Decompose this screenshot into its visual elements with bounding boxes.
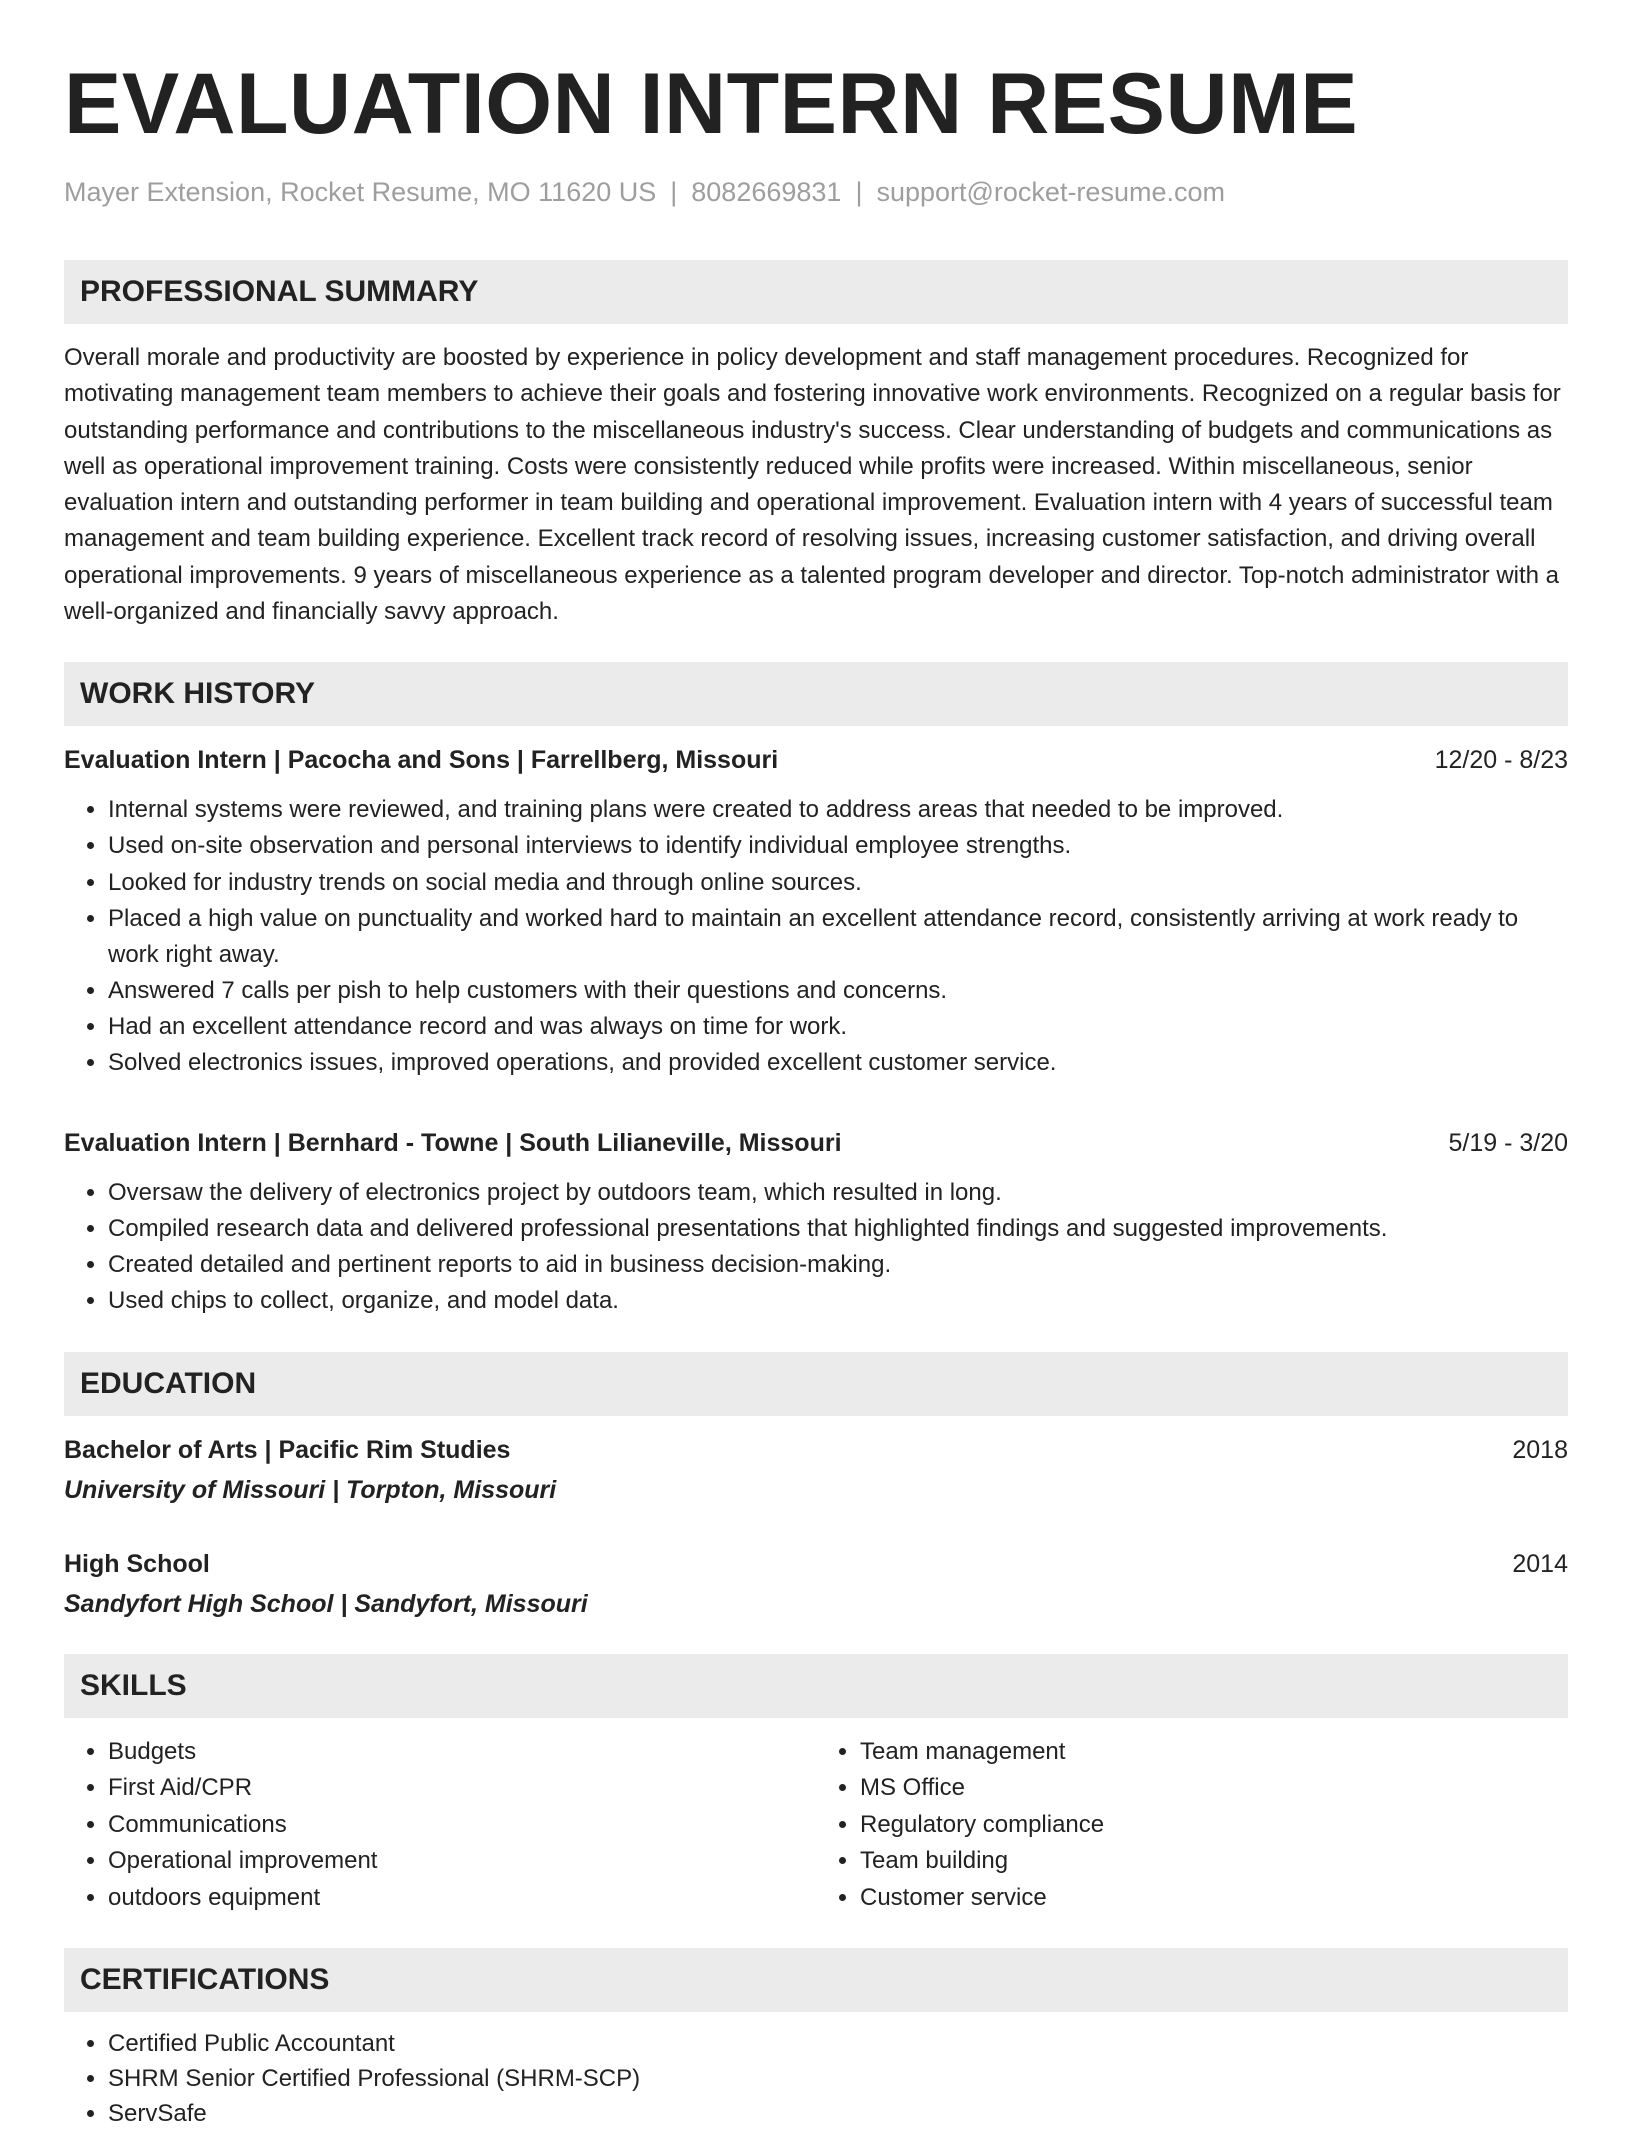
job-title: Evaluation Intern | Pacocha and Sons | Farrellberg, Missouri: [64, 746, 779, 775]
job-bullets: [64, 792, 1568, 1081]
job-bullet: • Answered 7 calls per pish to help customers with their questions and concerns.: [108, 973, 1568, 1009]
contact-separator: |: [855, 177, 863, 207]
education-degree: Bachelor of Arts | Pacific Rim Studies: [64, 1435, 511, 1464]
education-school: Sandyfort High School | Sandyfort, Missouri: [64, 1589, 588, 1618]
job-entry: [64, 742, 1568, 1081]
education-year: 2014: [1512, 1549, 1568, 1578]
job-bullets: [64, 1175, 1568, 1319]
education-degree: High School: [64, 1549, 210, 1578]
job-bullet: • Placed a high value on punctuality and worked hard to maintain an excellent attendance record, consistently arriving at work ready to work right away.: [108, 901, 1568, 973]
resume-title: EVALUATION INTERN RESUME: [64, 56, 1359, 152]
education-year: 2018: [1512, 1435, 1568, 1464]
job-title: Evaluation Intern | Bernhard - Towne | South Lilianeville, Missouri: [64, 1129, 842, 1158]
contact-line: [64, 176, 1568, 208]
job-bullet: • Used on-site observation and personal interviews to identify individual employee strengths.: [108, 828, 1568, 864]
job-bullet: • Solved electronics issues, improved operations, and provided excellent customer service.: [108, 1045, 1568, 1081]
certifications-list: [64, 2026, 1568, 2131]
job-bullet: • Looked for industry trends on social media and through online sources.: [108, 865, 1568, 901]
resume-page: [64, 0, 1568, 2131]
skill-item: • Communications: [108, 1807, 816, 1844]
contact-separator: |: [670, 177, 678, 207]
certification-item: • Certified Public Accountant: [108, 2026, 1568, 2061]
job-bullet: • Used chips to collect, organize, and model data.: [108, 1283, 1568, 1319]
job-bullet: • Oversaw the delivery of electronics project by outdoors team, which resulted in long.: [108, 1175, 1568, 1211]
job-entry: [64, 1125, 1568, 1319]
certification-item: • SHRM Senior Certified Professional (SHRM-SCP): [108, 2061, 1568, 2096]
skill-item: • First Aid/CPR: [108, 1770, 816, 1807]
contact-phone: 8082669831: [691, 177, 842, 207]
skill-item: • Team building: [860, 1843, 1568, 1880]
contact-email: support@rocket-resume.com: [876, 177, 1225, 207]
skill-item: • Team management: [860, 1734, 1568, 1771]
job-bullet: • Created detailed and pertinent reports to aid in business decision-making.: [108, 1247, 1568, 1283]
skill-item: • Budgets: [108, 1734, 816, 1771]
education-entry: [64, 1546, 1568, 1622]
education-entry: [64, 1432, 1568, 1508]
education-header: [64, 1546, 1568, 1582]
section-heading-work: WORK HISTORY: [64, 662, 1568, 726]
skill-item: • Regulatory compliance: [860, 1807, 1568, 1844]
skill-item: • outdoors equipment: [108, 1880, 816, 1917]
job-bullet: • Had an excellent attendance record and was always on time for work.: [108, 1009, 1568, 1045]
section-heading-summary: PROFESSIONAL SUMMARY: [64, 260, 1568, 324]
section-heading-skills: SKILLS: [64, 1654, 1568, 1718]
job-bullet: • Internal systems were reviewed, and training plans were created to address areas that needed to be improved.: [108, 792, 1568, 828]
job-dates: 5/19 - 3/20: [1448, 1129, 1568, 1158]
section-heading-education: EDUCATION: [64, 1352, 1568, 1416]
education-header: [64, 1432, 1568, 1468]
skills-column-left: [64, 1734, 816, 1917]
skills-column-right: [816, 1734, 1568, 1917]
section-heading-certifications: CERTIFICATIONS: [64, 1948, 1568, 2012]
job-header: [64, 742, 1568, 778]
certification-item: • ServSafe: [108, 2096, 1568, 2131]
skills-list: [64, 1734, 1568, 1917]
skill-item: • MS Office: [860, 1770, 1568, 1807]
job-header: [64, 1125, 1568, 1161]
job-bullet: • Compiled research data and delivered professional presentations that highlighted findings and suggested improvements.: [108, 1211, 1568, 1247]
job-dates: 12/20 - 8/23: [1434, 746, 1568, 775]
skill-item: • Operational improvement: [108, 1843, 816, 1880]
summary-text: Overall morale and productivity are boosted by experience in policy development and staff management procedures. Recognized for motivating management team members to achieve their goals and fostering innovative work environments. Recognized on a regular basis for outstanding performance and contributions to the miscellaneous industry's success. Clear understanding of budgets and communications as well as operational improvement training. Costs were consistently reduced while profits were increased. Within miscellaneous, senior evaluation intern and outstanding performer in team building and operational improvement. Evaluation intern with 4 years of successful team management and team building experience. Excellent track record of resolving issues, increasing customer satisfaction, and driving overall operational improvements. 9 years of miscellaneous experience as a talented program developer and director. Top-notch administrator with a well-organized and financially savvy approach.: [64, 344, 1561, 626]
skill-item: • Customer service: [860, 1880, 1568, 1917]
contact-address: Mayer Extension, Rocket Resume, MO 11620 US: [64, 177, 657, 207]
education-school: University of Missouri | Torpton, Missouri: [64, 1475, 557, 1504]
